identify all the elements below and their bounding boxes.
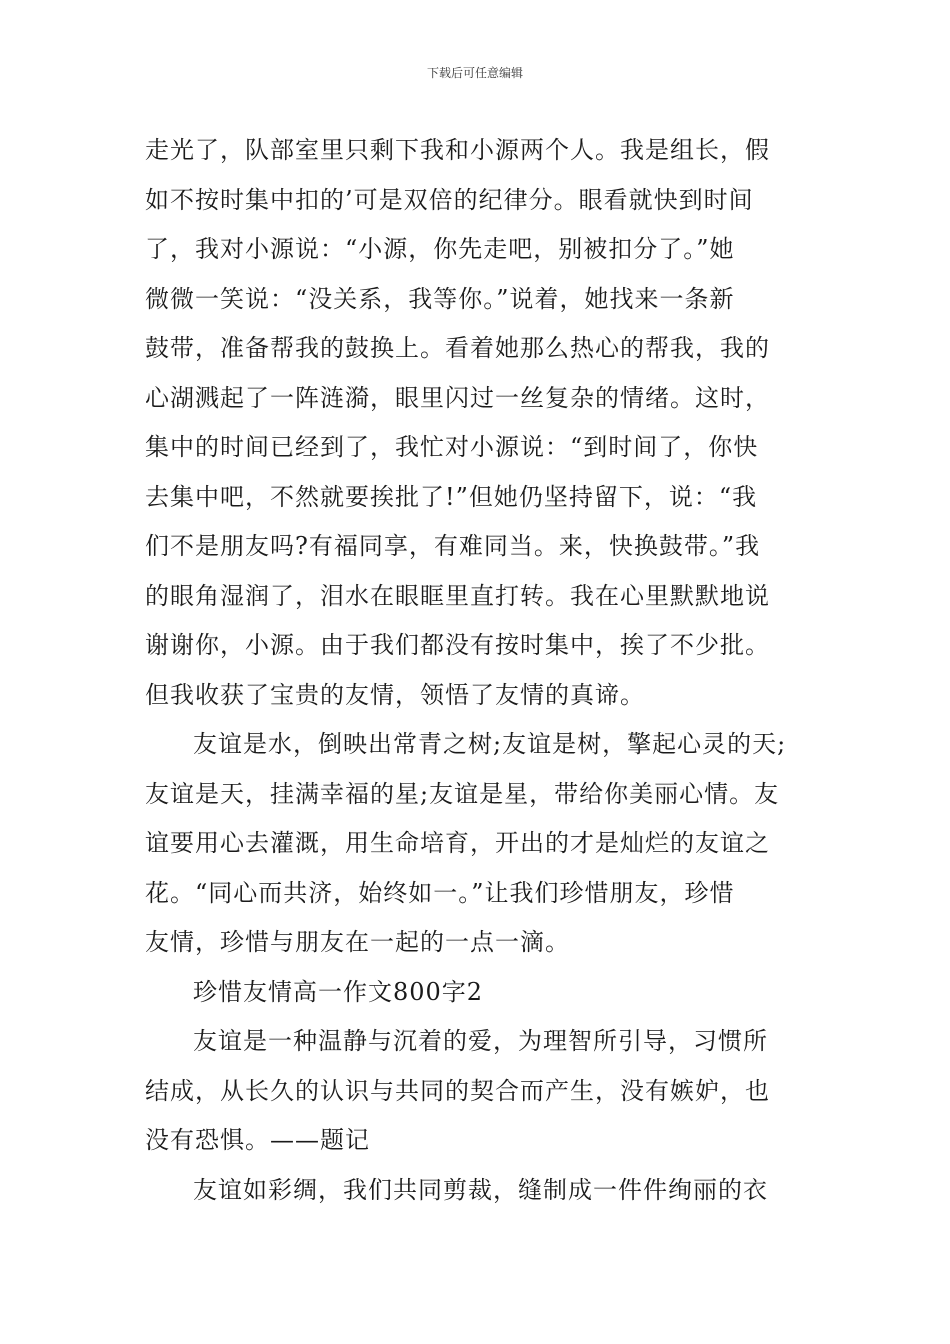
- text-line: 但我收获了宝贵的友情，领悟了友情的真谛。: [145, 680, 645, 709]
- text-line: 友谊是天，挂满幸福的星;友谊是星，带给你美丽心情。友: [145, 779, 780, 808]
- text-line: 心湖溅起了一阵涟漪，眼里闪过一丝复杂的情绪。这时，: [145, 383, 770, 412]
- text-line: 集中的时间已经到了，我忙对小源说：“到时间了，你快: [145, 433, 759, 461]
- text-line: 谢谢你，小源。由于我们都没有按时集中，挨了不少批。: [145, 631, 770, 659]
- text-line: 友谊是水，倒映出常青之树;友谊是树，擎起心灵的天;: [193, 730, 787, 758]
- text-line: 结成，从长久的认识与共同的契合而产生，没有嫉妒，也: [145, 1076, 770, 1105]
- paragraph-4: [145, 1166, 810, 1216]
- paragraph-3: [145, 1017, 810, 1166]
- text-line: 去集中吧，不然就要挨批了!”但她仍坚持留下，说：“我: [145, 482, 758, 511]
- page-header: 下载后可任意编辑: [426, 66, 523, 80]
- text-line: 如不按时集中扣的’可是双倍的纪律分。眼看就快到时间: [145, 185, 754, 214]
- paragraph-2: [145, 720, 810, 968]
- section-heading: [145, 968, 810, 1018]
- text-line: 们不是朋友吗?有福同享，有难同当。来，快换鼓带。”我: [145, 532, 761, 560]
- text-line: 微微一笑说：“没关系，我等你。”说着，她找来一条新: [145, 284, 735, 313]
- section-title: 珍惜友情高一作文800字2: [193, 977, 484, 1006]
- text-line: 没有恐惧。——题记: [145, 1126, 370, 1154]
- text-line: 鼓带，准备帮我的鼓换上。看着她那么热心的帮我，我的: [145, 334, 770, 362]
- paragraph-1: [145, 126, 810, 720]
- text-line: 走光了，队部室里只剩下我和小源两个人。我是组长，假: [145, 136, 770, 164]
- text-line: 友情，珍惜与朋友在一起的一点一滴。: [145, 928, 570, 956]
- text-line: 花。“同心而共济，始终如一。”让我们珍惜朋友，珍惜: [145, 878, 735, 907]
- text-line: 了，我对小源说：“小源，你先走吧，别被扣分了。”她: [145, 235, 735, 263]
- text-line: 的眼角湿润了，泪水在眼眶里直打转。我在心里默默地说: [145, 581, 770, 610]
- text-line: 友谊是一种温静与沉着的爱，为理智所引导，习惯所: [193, 1027, 768, 1055]
- document-body: [145, 126, 810, 1215]
- text-line: 友谊如彩绸，我们共同剪裁，缝制成一件件绚丽的衣: [193, 1175, 768, 1204]
- text-line: 谊要用心去灌溉，用生命培育，开出的才是灿烂的友谊之: [145, 829, 770, 857]
